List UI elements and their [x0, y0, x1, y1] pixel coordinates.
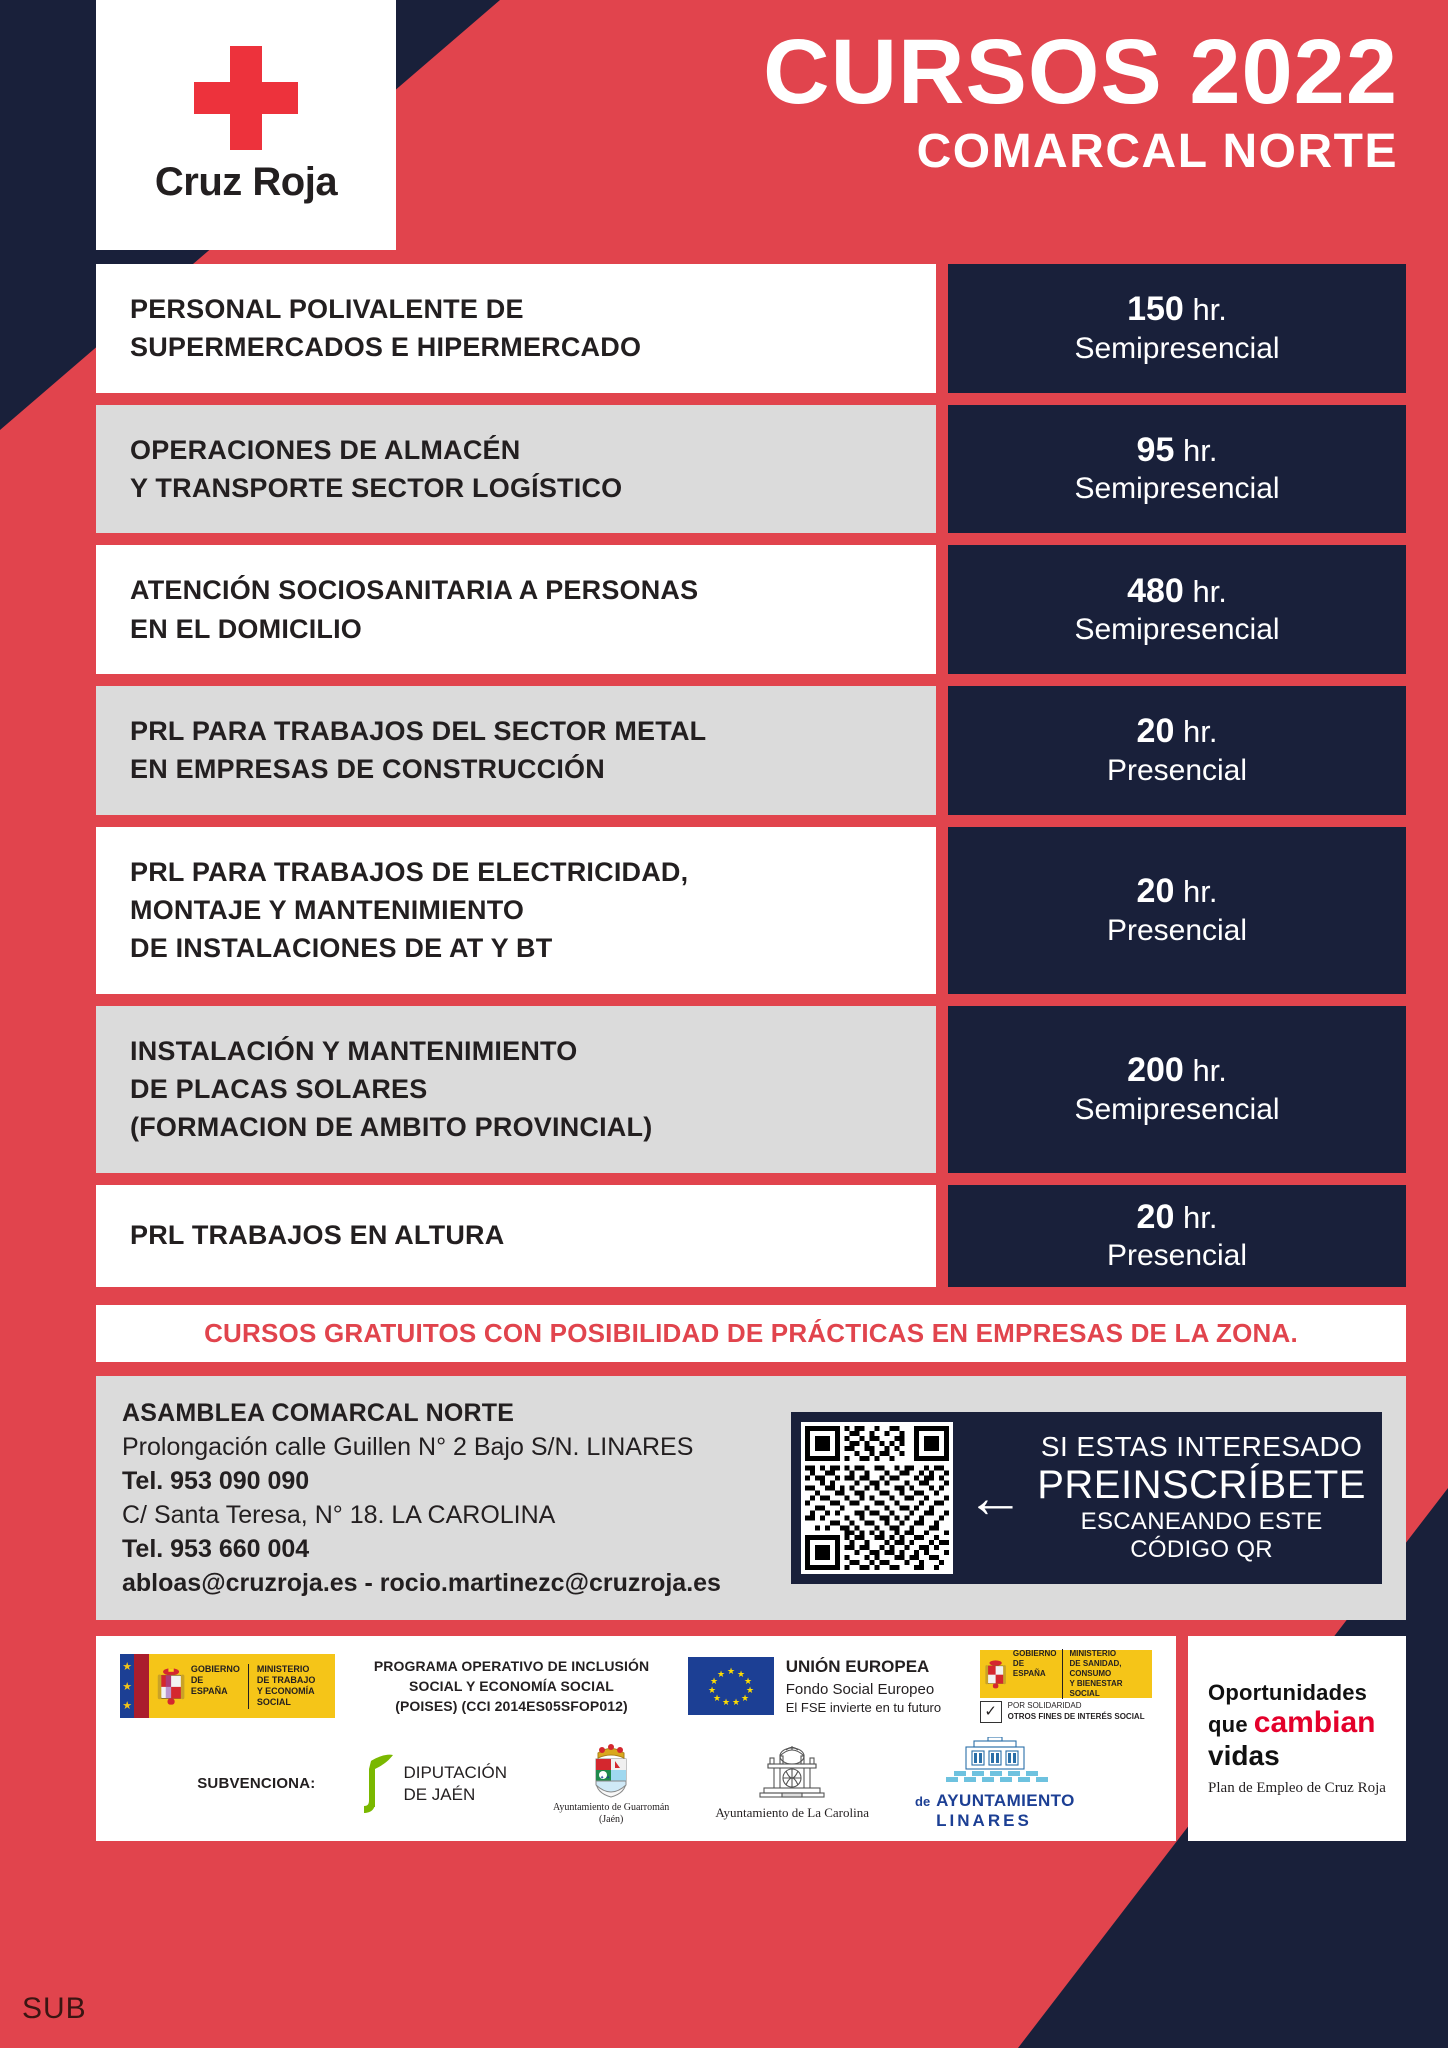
eu-stars-icon [688, 1657, 774, 1715]
course-hours-unit: hr. [1192, 292, 1227, 328]
contact-address-1: Prolongación calle Guillen N° 2 Bajo S/N. LINARES [122, 1432, 694, 1461]
course-hours-value: 20 [1136, 872, 1175, 911]
title-block [763, 21, 1398, 179]
course-name-line: PERSONAL POLIVALENTE DE [130, 294, 524, 324]
linares-de: de [915, 1793, 931, 1809]
course-name-line: EN EMPRESAS DE CONSTRUCCIÓN [130, 754, 605, 785]
svg-text:★: ★ [731, 1697, 740, 1708]
course-name [96, 1006, 936, 1173]
ministerio-line-2: DE TRABAJO [256, 1674, 316, 1685]
union-europea-block [688, 1657, 941, 1715]
course-name [96, 264, 936, 393]
preinscription-panel[interactable] [791, 1412, 1382, 1584]
guarroman-line-2: (Jaén) [598, 1814, 624, 1826]
diputacion-line-1: DIPUTACIÓN [403, 1762, 508, 1782]
course-name-line: EN EL DOMICILIO [130, 613, 363, 644]
qr-line-1: SI ESTAS INTERESADO [1040, 1431, 1363, 1463]
spain-coat-of-arms-icon [156, 1663, 186, 1709]
course-name-line: PRL PARA TRABAJOS DE ELECTRICIDAD, [130, 856, 689, 887]
linares-line-2: LINARES [936, 1810, 1032, 1830]
spain-coat-of-arms-small-icon [984, 1656, 1007, 1692]
slogan-word-2: que [1208, 1711, 1248, 1737]
cruz-roja-logo [96, 0, 396, 250]
course-modality: Semipresencial [1074, 1092, 1280, 1126]
ministerio-line-1: MINISTERIO [256, 1663, 310, 1674]
linares-building-icon [936, 1737, 1054, 1791]
red-cross-icon [194, 46, 298, 150]
course-row [96, 827, 1406, 994]
qr-code-svg [805, 1426, 949, 1570]
poises-line-3: (POISES) (CCI 2014ES05SFOP012) [395, 1698, 628, 1715]
guarroman-crest-icon [588, 1741, 634, 1799]
course-hours-value: 480 [1127, 571, 1184, 610]
course-name-line: OPERACIONES DE ALMACÉN [130, 434, 521, 465]
svg-text:★: ★ [726, 1666, 735, 1677]
solidarity-check-row [980, 1701, 1152, 1723]
course-hours-unit: hr. [1182, 432, 1218, 468]
course-name [96, 686, 936, 815]
sanidad-gobierno-line-1: GOBIERNO [1012, 1648, 1057, 1658]
qr-line-3: ESCANEANDO ESTE CÓDIGO QR [1080, 1508, 1323, 1564]
guarroman-logo [553, 1741, 669, 1826]
svg-text:★: ★ [745, 1685, 754, 1696]
course-name-line: (FORMACION DE AMBITO PROVINCIAL) [130, 1112, 653, 1143]
la-carolina-logo [715, 1746, 869, 1821]
contact-details [122, 1396, 767, 1600]
gobierno-sanidad-text [1013, 1649, 1152, 1699]
course-row [96, 1185, 1406, 1287]
poises-program-text [374, 1656, 649, 1717]
course-name [96, 545, 936, 674]
footer-sponsors [96, 1636, 1176, 1841]
course-hours-unit: hr. [1182, 874, 1218, 910]
sanidad-gobierno-line-2: DE ESPAÑA [1012, 1658, 1046, 1678]
course-hours-line [1137, 871, 1218, 912]
ministerio-line-3: Y ECONOMÍA SOCIAL [256, 1686, 315, 1708]
svg-text:★: ★ [743, 1676, 752, 1687]
course-row [96, 405, 1406, 534]
course-name [96, 827, 936, 994]
eu-title: UNIÓN EUROPEA [785, 1656, 930, 1676]
course-row [96, 264, 1406, 393]
course-modality: Presencial [1106, 1239, 1248, 1273]
slogan-word-3: cambian [1253, 1705, 1376, 1739]
footer-row-local [106, 1737, 1166, 1831]
sanidad-ministerio-line-1: MINISTERIO [1069, 1648, 1117, 1658]
svg-text:★: ★ [712, 1693, 721, 1704]
slogan-subtitle: Plan de Empleo de Cruz Roja [1208, 1779, 1386, 1796]
poises-line-2: SOCIAL Y ECONOMÍA SOCIAL [409, 1678, 614, 1694]
course-hours-unit: hr. [1182, 1199, 1218, 1235]
sanidad-ministerio-line-3: Y BIENESTAR SOCIAL [1069, 1678, 1123, 1698]
slogan-word-1: Oportunidades [1208, 1679, 1368, 1705]
footer-row-eu [106, 1650, 1166, 1723]
qr-code-icon[interactable] [801, 1422, 953, 1574]
course-hours [948, 827, 1406, 994]
contact-emails[interactable]: abloas@cruzroja.es - rocio.martinezc@cruzroja.es [122, 1568, 721, 1597]
footer-logos [96, 1636, 1406, 1841]
diputacion-text [403, 1762, 507, 1806]
course-name-line: INSTALACIÓN Y MANTENIMIENTO [130, 1035, 578, 1066]
course-modality: Presencial [1106, 753, 1248, 787]
eu-flag-icon [688, 1657, 774, 1715]
gobierno-trabajo-text [191, 1664, 335, 1709]
course-modality: Semipresencial [1074, 472, 1280, 506]
gobierno-sanidad-block [980, 1650, 1152, 1723]
poster-header [0, 0, 1448, 250]
course-row [96, 1006, 1406, 1173]
brand-name: Cruz Roja [154, 159, 338, 204]
qr-line-2: PREINSCRÍBETE [1037, 1463, 1366, 1508]
la-carolina-text: Ayuntamiento de La Carolina [715, 1805, 869, 1821]
svg-text:★: ★ [740, 1693, 749, 1704]
svg-text:✦: ✦ [600, 1775, 605, 1782]
linares-line-1: AYUNTAMIENTO [936, 1790, 1075, 1810]
guarroman-text [553, 1802, 669, 1826]
solidarity-line-1: POR SOLIDARIDAD [1007, 1701, 1082, 1711]
course-hours-value: 20 [1136, 712, 1175, 751]
contact-phone-1[interactable]: Tel. 953 090 090 [122, 1466, 310, 1495]
course-hours-unit: hr. [1192, 573, 1227, 609]
course-name-line: DE PLACAS SOLARES [130, 1073, 428, 1104]
course-name-line: PRL PARA TRABAJOS DEL SECTOR METAL [130, 715, 707, 746]
page-subtitle: COMARCAL NORTE [916, 124, 1398, 178]
svg-text:★: ★ [709, 1676, 718, 1687]
course-hours-line [1137, 430, 1218, 471]
course-modality: Semipresencial [1074, 331, 1280, 365]
subvenciona-label: SUBVENCIONA: [197, 1775, 316, 1793]
sanidad-ministerio-line-2: DE SANIDAD, CONSUMO [1069, 1658, 1122, 1678]
course-hours-line [1127, 289, 1227, 330]
sub-watermark: SUB [22, 1992, 87, 2025]
course-row [96, 686, 1406, 815]
svg-text:★: ★ [736, 1669, 745, 1680]
course-hours [948, 1006, 1406, 1173]
diputacion-line-2: DE JAÉN [403, 1784, 476, 1804]
course-name [96, 1185, 936, 1287]
course-hours [948, 264, 1406, 393]
solidarity-text [1008, 1701, 1145, 1722]
course-hours-value: 200 [1127, 1051, 1184, 1090]
course-hours [948, 405, 1406, 534]
course-name-line: Y TRANSPORTE SECTOR LOGÍSTICO [130, 472, 623, 503]
course-name-line: ATENCIÓN SOCIOSANITARIA A PERSONAS [130, 575, 699, 606]
diputacion-jaen-j-icon [361, 1753, 395, 1815]
course-hours-line [1137, 711, 1218, 752]
course-row [96, 545, 1406, 674]
eu-line-1: Fondo Social Europeo [785, 1680, 935, 1698]
course-hours-value: 95 [1136, 430, 1175, 469]
course-hours [948, 1185, 1406, 1287]
checkmark-icon: ✓ [980, 1701, 1002, 1723]
course-hours [948, 545, 1406, 674]
flag-stars-icon: ★ ★ ★ [122, 1661, 133, 1712]
contact-address-2: C/ Santa Teresa, N° 18. LA CAROLINA [122, 1500, 556, 1529]
preinscription-text [1037, 1431, 1366, 1564]
slogan-word-4: vidas [1208, 1739, 1280, 1771]
course-hours [948, 686, 1406, 815]
course-name-line: MONTAJE Y MANTENIMIENTO [130, 894, 525, 925]
course-name-line: PRL TRABAJOS EN ALTURA [130, 1220, 505, 1251]
svg-text:★: ★ [721, 1697, 730, 1708]
guarroman-line-1: Ayuntamiento de Guarromán [553, 1802, 670, 1814]
course-modality: Semipresencial [1074, 613, 1280, 647]
eu-line-2: El FSE invierte en tu futuro [785, 1699, 942, 1715]
linares-text [915, 1791, 1075, 1831]
course-hours-value: 20 [1136, 1197, 1175, 1236]
svg-text:✦: ✦ [606, 1775, 611, 1782]
course-name-line: SUPERMERCADOS E HIPERMERCADO [130, 332, 642, 363]
contact-section [96, 1376, 1406, 1620]
gobierno-line-1: GOBIERNO [190, 1663, 240, 1674]
course-modality: Presencial [1106, 913, 1248, 947]
solidarity-line-2: OTROS FINES DE INTERÉS SOCIAL [1007, 1711, 1145, 1721]
svg-text:★: ★ [716, 1669, 725, 1680]
course-hours-value: 150 [1127, 290, 1184, 329]
course-hours-unit: hr. [1182, 714, 1218, 750]
la-carolina-monument-icon [746, 1746, 838, 1802]
course-list [96, 264, 1406, 1287]
course-hours-line [1127, 1050, 1227, 1091]
linares-logo [915, 1737, 1075, 1831]
spain-government-flag-icon [120, 1654, 335, 1718]
spain-government-sanidad-flag-icon [980, 1650, 1152, 1698]
course-hours-unit: hr. [1192, 1053, 1227, 1089]
course-hours-line [1127, 571, 1227, 612]
arrow-left-icon: ← [966, 1464, 1025, 1530]
contact-phone-2[interactable]: Tel. 953 660 004 [122, 1534, 310, 1563]
cruz-roja-slogan-logo [1188, 1636, 1406, 1841]
contact-title: ASAMBLEA COMARCAL NORTE [122, 1398, 515, 1427]
svg-text:★: ★ [707, 1685, 716, 1696]
page-title: CURSOS 2022 [763, 21, 1398, 123]
diputacion-jaen-logo [361, 1753, 507, 1815]
course-name-line: DE INSTALACIONES DE AT Y BT [130, 933, 553, 964]
course-name [96, 405, 936, 534]
union-europea-text [786, 1657, 941, 1715]
gobierno-line-2: DE ESPAÑA [190, 1674, 228, 1697]
free-courses-banner: CURSOS GRATUITOS CON POSIBILIDAD DE PRÁCTICAS EN EMPRESAS DE LA ZONA. [96, 1305, 1406, 1362]
course-hours-line [1137, 1197, 1218, 1238]
poises-line-1: PROGRAMA OPERATIVO DE INCLUSIÓN [373, 1657, 650, 1674]
